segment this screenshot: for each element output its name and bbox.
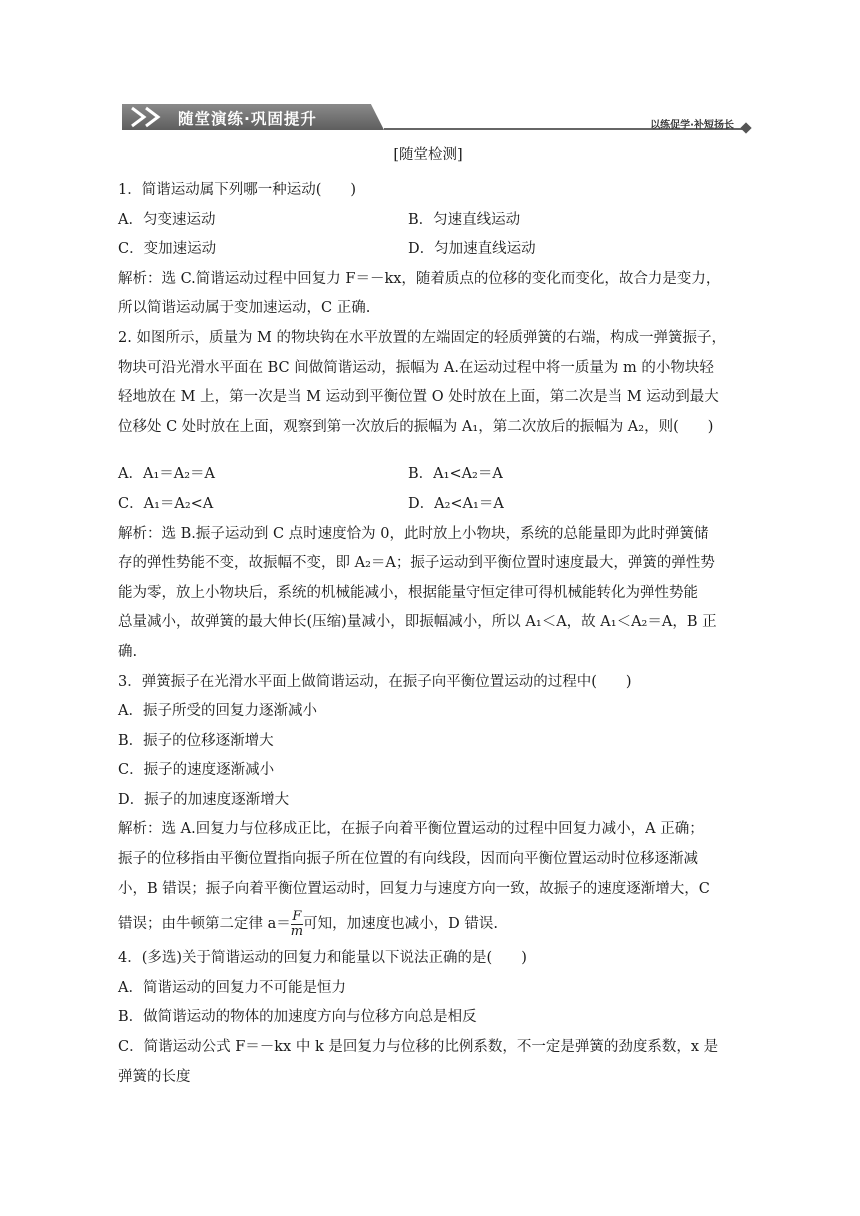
question-3 [118, 668, 738, 945]
analysis-line: 能为零，放上小物块后，系统的机械能减小，根据能量守恒定律可得机械能转化为弹性势能 [118, 584, 698, 601]
option-b: B．A₁<A₂＝A [408, 466, 503, 483]
option-d: D．振子的加速度逐渐增大 [118, 791, 290, 808]
option-a: A．A₁＝A₂＝A [118, 466, 216, 483]
analysis-line: 振子的位移指由平衡位置指向振子所在位置的有向线段，因而向平衡位置运动时位移逐渐减 [118, 851, 698, 868]
page-content [118, 143, 738, 1092]
analysis-line: 总量减小，故弹簧的最大伸长(压缩)量减小，即振幅减小，所以 A₁＜A，故 A₁＜A₂＝A，B 正 [118, 614, 717, 631]
option-b: B．匀速直线运动 [408, 211, 521, 228]
analysis-line: 解析：选 C.简谐运动过程中回复力 F＝－kx，随着质点的位移的变化而变化，故合力是变力， [118, 270, 721, 287]
analysis-text: 可知，加速度也减小，D 错误. [303, 916, 498, 933]
double-chevron-icon [128, 106, 174, 128]
question-stem: 物块可沿光滑水平面在 BC 间做简谐运动，振幅为 A.在运动过程中将一质量为 m 的小物块轻 [118, 359, 714, 376]
question-stem: 1．简谐运动属下列哪一种运动( ) [118, 182, 357, 198]
options-row [118, 460, 738, 490]
fraction-numerator: F [292, 909, 302, 925]
section-title: [随堂检测] [393, 147, 463, 163]
fraction-denominator: m [290, 923, 304, 939]
section-banner [122, 104, 752, 134]
question-4 [118, 944, 738, 1092]
option-a: A．简谐运动的回复力不可能是恒力 [118, 979, 346, 996]
option-d: D．A₂<A₁＝A [408, 495, 504, 512]
analysis-text: 错误；由牛顿第二定律 a＝ [118, 916, 291, 933]
banner-tagline: 以练促学·补短扬长 [650, 120, 734, 131]
question-stem: 轻地放在 M 上，第一次是当 M 运动到平衡位置 O 处时放在上面，第二次是当 M 运动到最大 [118, 389, 719, 406]
fraction-f-over-m [291, 910, 303, 938]
options-row [118, 490, 738, 520]
option-d: D．匀加速直线运动 [408, 241, 536, 258]
banner-title: 随堂演练·巩固提升 [178, 110, 317, 128]
diamond-icon [740, 122, 751, 133]
option-a: A．匀变速运动 [118, 211, 216, 228]
option-b: B．振子的位移逐渐增大 [118, 732, 274, 749]
question-1 [118, 176, 738, 324]
option-c: C．振子的速度逐渐减小 [118, 762, 275, 779]
analysis-line-formula [118, 904, 738, 944]
analysis-line: 解析：选 B.振子运动到 C 点时速度恰为 0，此时放上小物块，系统的总能量即为此时弹簧储 [118, 525, 709, 542]
options-row [118, 206, 738, 236]
option-a: A．振子所受的回复力逐渐减小 [118, 703, 317, 720]
analysis-line: 确. [118, 643, 138, 660]
question-stem: 2. 如图所示，质量为 M 的物块钩在水平放置的左端固定的轻质弹簧的右端，构成一弹簧振子， [118, 329, 727, 346]
question-stem: 3．弹簧振子在光滑水平面上做简谐运动，在振子向平衡位置运动的过程中( ) [118, 673, 632, 690]
analysis-line: 存的弹性势能不变，故振幅不变，即 A₂＝A；振子运动到平衡位置时速度最大，弹簧的弹性势 [118, 555, 715, 572]
analysis-line: 小，B 错误；振子向着平衡位置运动时，回复力与速度方向一致，故振子的速度逐渐增大，C [118, 880, 710, 897]
option-b: B．做简谐运动的物体的加速度方向与位移方向总是相反 [118, 1009, 477, 1026]
question-2 [118, 324, 738, 668]
question-stem: 位移处 C 处时放在上面，观察到第一次放后的振幅为 A₁，第二次放后的振幅为 A₂，则( ) [118, 418, 714, 435]
question-stem: 4．(多选)关于简谐运动的回复力和能量以下说法正确的是( ) [118, 950, 527, 967]
option-c: C．简谐运动公式 F＝－kx 中 k 是回复力与位移的比例系数，不一定是弹簧的劲度系数，x 是 [118, 1039, 719, 1056]
options-row [118, 235, 738, 265]
option-c-continued: 弹簧的长度 [118, 1068, 191, 1085]
option-c: C．变加速运动 [118, 241, 217, 258]
option-c: C．A₁＝A₂<A [118, 495, 214, 512]
analysis-line: 解析：选 A.回复力与位移成正比，在振子向着平衡位置运动的过程中回复力减小，A 正确； [118, 821, 704, 838]
figure-gap [118, 442, 738, 460]
analysis-line: 所以简谐运动属于变加速运动，C 正确. [118, 300, 371, 317]
